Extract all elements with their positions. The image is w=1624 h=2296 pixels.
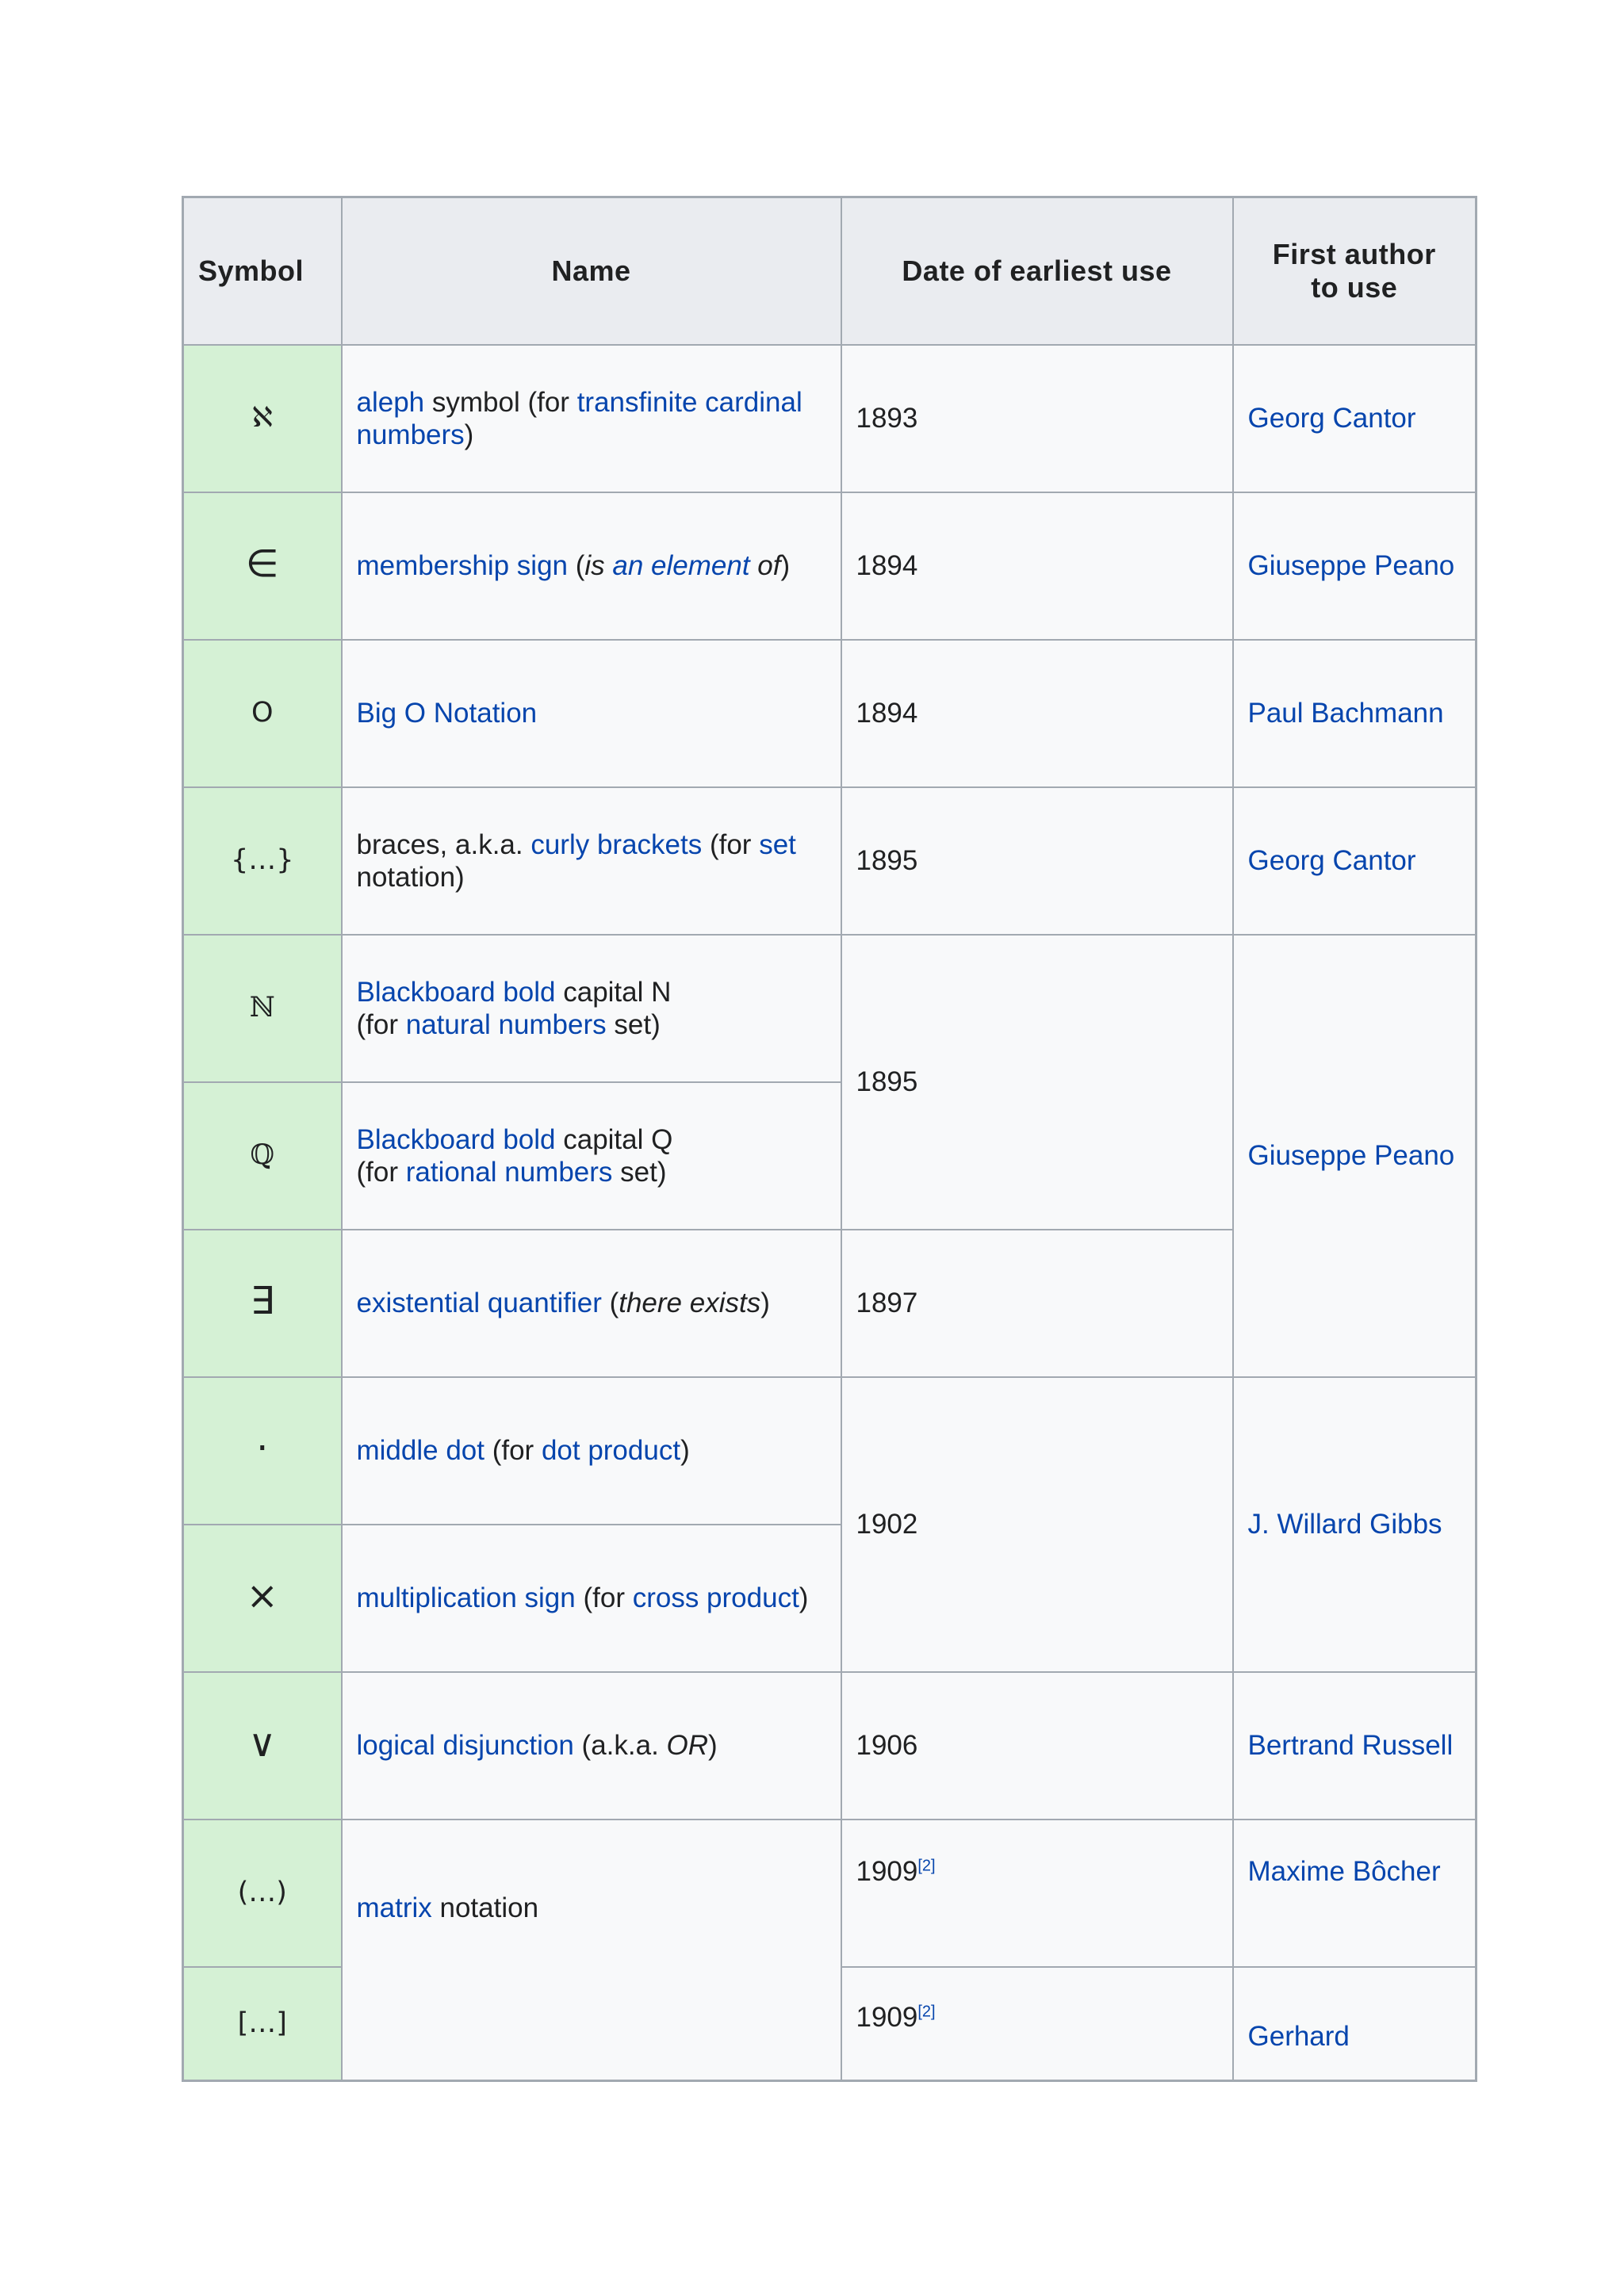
name-text: capital Q — [555, 1123, 673, 1155]
symbol-cell — [183, 1525, 342, 1672]
symbol-cell — [183, 935, 342, 1082]
big-o-notation-link[interactable]: Big O Notation — [356, 698, 538, 729]
middle-dot-link[interactable]: middle dot — [356, 1435, 485, 1466]
name-text: capital N — [555, 976, 672, 1008]
membership-sign-link[interactable]: membership sign — [356, 550, 568, 581]
symbol-cell — [183, 1082, 342, 1230]
bertrand-russell-link[interactable]: Bertrand Russell — [1247, 1730, 1454, 1761]
name-text: ( — [601, 1288, 619, 1318]
name-text: set) — [606, 1008, 661, 1040]
middle-dot-symbol: · — [256, 1425, 269, 1471]
name-cell — [342, 1082, 841, 1230]
name-text: ) — [799, 1582, 809, 1613]
citation-link[interactable]: [2] — [917, 1856, 936, 1874]
date-text: 1909 — [856, 1855, 918, 1887]
set-link[interactable]: set — [759, 828, 796, 860]
name-text: notation) — [356, 861, 465, 893]
symbol-cell — [183, 787, 342, 935]
author-cell — [1233, 935, 1477, 1377]
blackboard-n-symbol: ℕ — [249, 992, 275, 1024]
name-text: ) — [464, 419, 474, 450]
natural-numbers-link[interactable]: natural numbers — [405, 1008, 607, 1040]
author-cell — [1233, 1967, 1477, 2081]
author-cell — [1233, 345, 1477, 492]
name-text: set) — [612, 1156, 667, 1188]
citation-link[interactable]: [2] — [917, 2002, 936, 2020]
logical-disjunction-link[interactable]: logical disjunction — [356, 1730, 574, 1761]
header-author-line1: First author — [1272, 237, 1436, 270]
header-author-line2: to use — [1311, 270, 1398, 304]
name-text: symbol (for — [424, 386, 577, 418]
name-text: braces, a.k.a. — [356, 828, 531, 860]
blackboard-bold-link[interactable]: Blackboard bold — [356, 1123, 556, 1155]
name-cell — [342, 1377, 841, 1525]
existential-quantifier-link[interactable]: existential quantifier — [356, 1288, 602, 1318]
name-cell — [342, 787, 841, 935]
aleph-symbol: ℵ — [251, 402, 273, 434]
element-of-symbol: ∈ — [245, 541, 279, 586]
header-row — [183, 197, 1477, 345]
name-cell — [342, 640, 841, 787]
table-row — [183, 1377, 1477, 1525]
name-text: notation — [431, 1892, 539, 1923]
date-cell: 1897 — [841, 1230, 1233, 1377]
an-element-link[interactable]: an element — [612, 550, 750, 581]
author-cell — [1233, 787, 1477, 935]
name-text: (for — [702, 828, 760, 860]
blackboard-q-symbol: ℚ — [250, 1139, 274, 1171]
name-text: ( — [568, 550, 585, 581]
table-row — [183, 787, 1477, 935]
multiplication-sign-symbol: × — [246, 1573, 278, 1618]
symbol-cell — [183, 345, 342, 492]
name-italic: OR — [666, 1730, 709, 1761]
author-cell — [1233, 1820, 1477, 1967]
symbol-cell — [183, 1967, 342, 2081]
multiplication-sign-link[interactable]: multiplication sign — [356, 1582, 576, 1613]
date-cell — [841, 1967, 1233, 2081]
date-text: 1909 — [856, 2001, 918, 2033]
symbol-cell — [183, 1230, 342, 1377]
table-row — [183, 935, 1477, 1082]
symbol-cell — [183, 640, 342, 787]
date-cell: 1906 — [841, 1672, 1233, 1820]
notation-table — [182, 196, 1477, 2082]
georg-cantor-link[interactable]: Georg Cantor — [1247, 403, 1416, 434]
parentheses-symbol: (…) — [237, 1877, 287, 1908]
name-italic: of — [749, 550, 781, 581]
symbol-cell — [183, 1377, 342, 1525]
name-text: (for — [356, 1156, 406, 1188]
name-cell — [342, 1525, 841, 1672]
maxime-bocher-link[interactable]: Maxime Bôcher — [1247, 1855, 1441, 1887]
name-text: (a.k.a. — [573, 1730, 667, 1761]
giuseppe-peano-link[interactable]: Giuseppe Peano — [1247, 1140, 1455, 1171]
exists-symbol: ∃ — [250, 1278, 274, 1323]
name-text: ) — [680, 1435, 690, 1466]
symbol-cell — [183, 492, 342, 640]
date-cell: 1895 — [841, 787, 1233, 935]
date-cell: 1902 — [841, 1377, 1233, 1672]
braces-symbol: {…} — [230, 844, 294, 876]
name-italic: there exists — [619, 1288, 761, 1318]
table-row — [183, 1672, 1477, 1820]
name-italic: is — [584, 550, 613, 581]
header-author — [1233, 197, 1477, 345]
symbol-cell — [183, 1820, 342, 1967]
transfinite-cardinal-numbers-link[interactable]: transfinite cardinal numbers — [356, 386, 802, 450]
name-cell — [342, 1672, 841, 1820]
rational-numbers-link[interactable]: rational numbers — [405, 1156, 613, 1188]
author-cell — [1233, 1377, 1477, 1672]
name-cell — [342, 935, 841, 1082]
name-text: ) — [760, 1288, 770, 1318]
header-name: Name — [342, 197, 841, 345]
logical-or-symbol: ∨ — [248, 1720, 277, 1766]
name-cell — [342, 492, 841, 640]
table-row — [183, 345, 1477, 492]
name-text: (for — [575, 1582, 633, 1613]
giuseppe-peano-link[interactable]: Giuseppe Peano — [1247, 550, 1455, 581]
author-cell — [1233, 492, 1477, 640]
cross-product-link[interactable]: cross product — [632, 1582, 799, 1613]
blackboard-bold-link[interactable]: Blackboard bold — [356, 976, 556, 1008]
date-cell — [841, 1820, 1233, 1967]
header-symbol: Symbol — [183, 197, 342, 345]
date-cell: 1893 — [841, 345, 1233, 492]
author-cell — [1233, 640, 1477, 787]
curly-brackets-link[interactable]: curly brackets — [530, 828, 703, 860]
date-cell: 1895 — [841, 935, 1233, 1230]
table-row — [183, 492, 1477, 640]
symbol-cell — [183, 1672, 342, 1820]
name-text: ) — [708, 1730, 718, 1761]
gerhard-link[interactable]: Gerhard — [1247, 2020, 1350, 2052]
name-cell — [342, 1820, 841, 2081]
georg-cantor-link[interactable]: Georg Cantor — [1247, 845, 1416, 876]
name-cell — [342, 1230, 841, 1377]
table-row — [183, 1820, 1477, 1967]
name-text: (for — [484, 1435, 542, 1466]
aleph-link[interactable]: aleph — [356, 386, 425, 418]
dot-product-link[interactable]: dot product — [541, 1435, 681, 1466]
notation-table-wrapper — [182, 196, 1477, 2082]
brackets-symbol: […] — [237, 2007, 287, 2039]
name-text: (for — [356, 1008, 406, 1040]
author-cell — [1233, 1672, 1477, 1820]
date-cell: 1894 — [841, 640, 1233, 787]
matrix-link[interactable]: matrix — [356, 1892, 432, 1923]
big-o-symbol: O — [251, 697, 274, 729]
name-text: ) — [780, 550, 791, 581]
paul-bachmann-link[interactable]: Paul Bachmann — [1247, 698, 1444, 729]
name-cell — [342, 345, 841, 492]
table-row — [183, 640, 1477, 787]
date-cell: 1894 — [841, 492, 1233, 640]
header-date: Date of earliest use — [841, 197, 1233, 345]
j-willard-gibbs-link[interactable]: J. Willard Gibbs — [1247, 1509, 1442, 1540]
